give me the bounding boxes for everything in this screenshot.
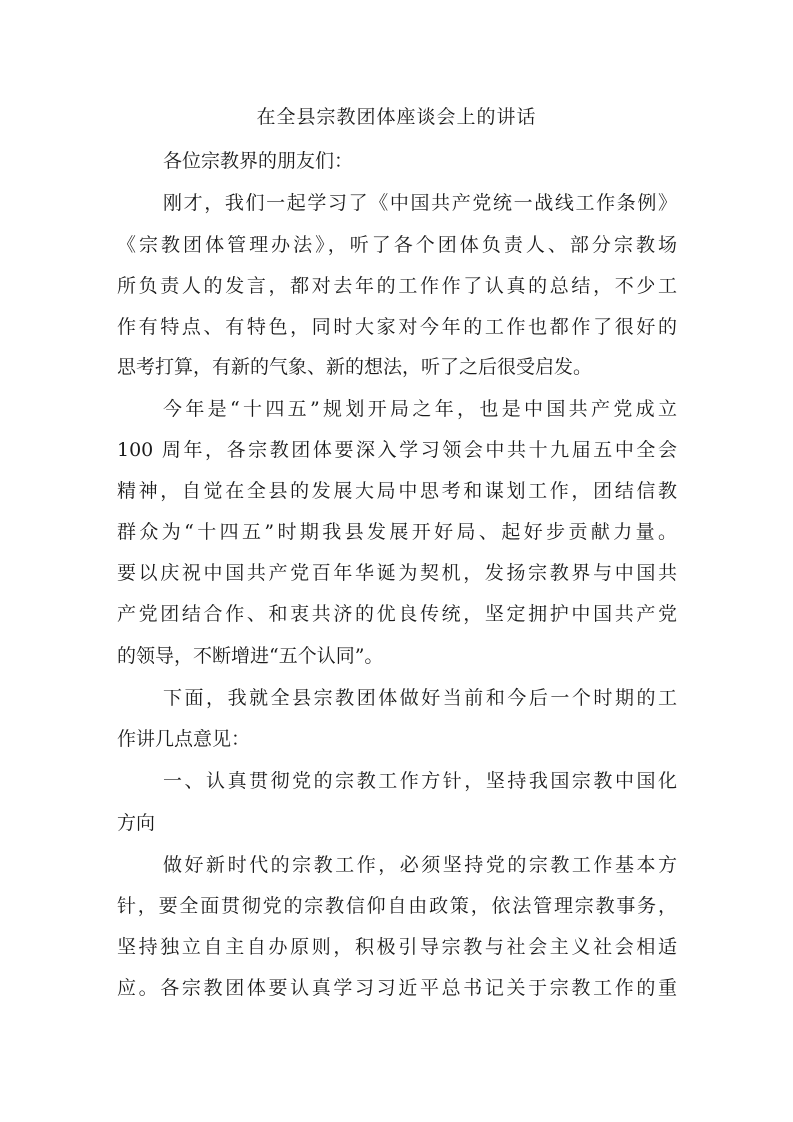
document-title: 在全县宗教团体座谈会上的讲话 <box>256 106 537 128</box>
paragraph-line: 群众为“十四五”时期我县发展开好局、起好步贡献力量。 <box>117 521 677 543</box>
paragraph-line: 针，要全面贯彻党的宗教信仰自由政策，依法管理宗教事务， <box>117 895 677 917</box>
paragraph-line: 精神，自觉在全县的发展大局中思考和谋划工作，团结信教 <box>117 480 677 502</box>
paragraph-line: 的领导，不断增进“五个认同”。 <box>117 645 384 667</box>
paragraph-line: 思考打算，有新的气象、新的想法，听了之后很受启发。 <box>117 356 593 378</box>
paragraph-line: 要以庆祝中国共产党百年华诞为契机，发扬宗教界与中国共 <box>117 562 677 584</box>
paragraph-line: 所负责人的发言，都对去年的工作作了认真的总结，不少工 <box>117 275 677 297</box>
paragraph-line: 作讲几点意见： <box>117 728 251 750</box>
paragraph-line: 《宗教团体管理办法》，听了各个团体负责人、部分宗教场 <box>117 234 677 256</box>
paragraph-line: 刚才，我们一起学习了《中国共产党统一战线工作条例》 <box>163 192 677 214</box>
section-heading-line: 一、认真贯彻党的宗教工作方针，坚持我国宗教中国化 <box>163 770 677 792</box>
section-heading-line: 方向 <box>117 812 156 834</box>
salutation-line: 各位宗教界的朋友们： <box>163 150 354 172</box>
paragraph-line: 今年是“十四五”规划开局之年，也是中国共产党成立 <box>163 398 677 420</box>
paragraph-line: 作有特点、有特色，同时大家对今年的工作也都作了很好的 <box>117 316 677 338</box>
paragraph-line: 100 周年，各宗教团体要深入学习领会中共十九届五中全会 <box>117 439 677 461</box>
paragraph-line: 做好新时代的宗教工作，必须坚持党的宗教工作基本方 <box>163 854 677 876</box>
paragraph-line: 下面，我就全县宗教团体做好当前和今后一个时期的工 <box>163 687 677 709</box>
paragraph-line: 坚持独立自主自办原则，积极引导宗教与社会主义社会相适 <box>117 936 677 958</box>
paragraph-line: 产党团结合作、和衷共济的优良传统，坚定拥护中国共产党 <box>117 603 677 625</box>
paragraph-line: 应。各宗教团体要认真学习习近平总书记关于宗教工作的重 <box>117 977 677 999</box>
